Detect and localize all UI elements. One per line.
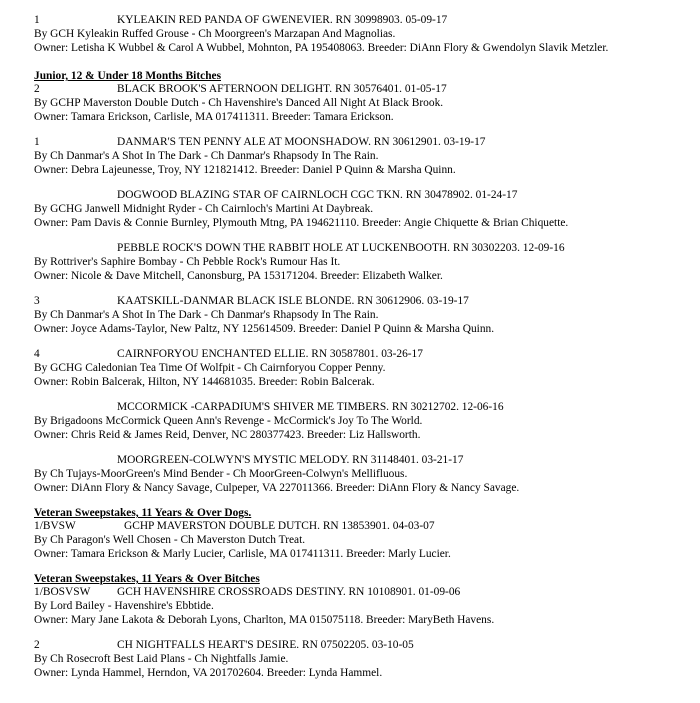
- entry-title: DOGWOOD BLAZING STAR OF CAIRNLOCH CGC TKN. RN 30478902. 01-24-17: [117, 189, 518, 201]
- class-heading: Veteran Sweepstakes, 11 Years & Over Bitches: [34, 573, 260, 585]
- entry-title: GCHP MAVERSTON DOUBLE DUTCH. RN 13853901. 04-03-07: [124, 520, 435, 532]
- entry-owner: Owner: Tamara Erickson & Marly Lucier, Carlisle, MA 017411311. Breeder: Marly Lucier.: [34, 548, 451, 560]
- entry-place: 1: [34, 14, 40, 26]
- entry-place: 2: [34, 639, 40, 651]
- entry-sire-dam: By Ch Tujays-MoorGreen's Mind Bender - Ch MoorGreen-Colwyn's Mellifluous.: [34, 468, 408, 480]
- entry-sire-dam: By GCHP Maverston Double Dutch - Ch Havenshire's Danced All Night At Black Brook.: [34, 97, 444, 109]
- entry-title: KAATSKILL-DANMAR BLACK ISLE BLONDE. RN 30612906. 03-19-17: [117, 295, 469, 307]
- entry-sire-dam: By Rottriver's Saphire Bombay - Ch Pebble Rock's Rumour Has It.: [34, 256, 341, 268]
- entry-owner: Owner: DiAnn Flory & Nancy Savage, Culpeper, VA 227011366. Breeder: DiAnn Flory & Nancy Savage.: [34, 482, 520, 494]
- entry-owner: Owner: Debra Lajeunesse, Troy, NY 121821412. Breeder: Daniel P Quinn & Marsha Quinn.: [34, 164, 456, 176]
- entry-sire-dam: By Ch Paragon's Well Chosen - Ch Maverston Dutch Treat.: [34, 534, 306, 546]
- entry-owner: Owner: Nicole & Dave Mitchell, Canonsburg, PA 153171204. Breeder: Elizabeth Walker.: [34, 270, 443, 282]
- entry-title: PEBBLE ROCK'S DOWN THE RABBIT HOLE AT LUCKENBOOTH. RN 30302203. 12-09-16: [117, 242, 565, 254]
- entry-place: 1/BOSVSW: [34, 586, 91, 598]
- entry-title: BLACK BROOK'S AFTERNOON DELIGHT. RN 30576401. 01-05-17: [117, 83, 447, 95]
- entry-title: CAIRNFORYOU ENCHANTED ELLIE. RN 30587801. 03-26-17: [117, 348, 423, 360]
- entry-sire-dam: By GCHG Janwell Midnight Ryder - Ch Cairnloch's Martini At Daybreak.: [34, 203, 374, 215]
- entry-sire-dam: By GCH Kyleakin Ruffed Grouse - Ch Moorgreen's Marzapan And Magnolias.: [34, 28, 396, 40]
- entry-sire-dam: By Ch Danmar's A Shot In The Dark - Ch Danmar's Rhapsody In The Rain.: [34, 150, 379, 162]
- entry-owner: Owner: Joyce Adams-Taylor, New Paltz, NY 125614509. Breeder: Daniel P Quinn & Marsha Quinn.: [34, 323, 495, 335]
- entry-title: KYLEAKIN RED PANDA OF GWENEVIER. RN 30998903. 05-09-17: [117, 14, 448, 26]
- entry-sire-dam: By Ch Danmar's A Shot In The Dark - Ch Danmar's Rhapsody In The Rain.: [34, 309, 379, 321]
- class-heading: Veteran Sweepstakes, 11 Years & Over Dogs.: [34, 507, 252, 519]
- entry-owner: Owner: Robin Balcerak, Hilton, NY 144681035. Breeder: Robin Balcerak.: [34, 376, 375, 388]
- entry-owner: Owner: Mary Jane Lakota & Deborah Lyons, Charlton, MA 015075118. Breeder: MaryBeth Havens.: [34, 614, 495, 626]
- entry-owner: Owner: Lynda Hammel, Herndon, VA 201702604. Breeder: Lynda Hammel.: [34, 667, 383, 679]
- entry-place: 1: [34, 136, 40, 148]
- entry-sire-dam: By Ch Rosecroft Best Laid Plans - Ch Nightfalls Jamie.: [34, 653, 289, 665]
- entry-owner: Owner: Tamara Erickson, Carlisle, MA 017411311. Breeder: Tamara Erickson.: [34, 111, 394, 123]
- class-heading: Junior, 12 & Under 18 Months Bitches: [34, 70, 222, 82]
- entry-sire-dam: By GCHG Caledonian Tea Time Of Wolfpit - Ch Cairnforyou Copper Penny.: [34, 362, 386, 374]
- entry-title: CH NIGHTFALLS HEART'S DESIRE. RN 07502205. 03-10-05: [117, 639, 414, 651]
- entry-place: 4: [34, 348, 40, 360]
- entry-place: 3: [34, 295, 40, 307]
- entry-title: GCH HAVENSHIRE CROSSROADS DESTINY. RN 10108901. 01-09-06: [117, 586, 461, 598]
- entry-place: 1/BVSW: [34, 520, 76, 532]
- entry-title: DANMAR'S TEN PENNY ALE AT MOONSHADOW. RN 30612901. 03-19-17: [117, 136, 486, 148]
- entry-title: MOORGREEN-COLWYN'S MYSTIC MELODY. RN 31148401. 03-21-17: [117, 454, 464, 466]
- entry-owner: Owner: Letisha K Wubbel & Carol A Wubbel, Mohnton, PA 195408063. Breeder: DiAnn Flory & Gwendolyn Slavik Metzler.: [34, 42, 609, 54]
- entry-place: 2: [34, 83, 40, 95]
- entry-title: MCCORMICK -CARPADIUM'S SHIVER ME TIMBERS. RN 30212702. 12-06-16: [117, 401, 504, 413]
- entry-owner: Owner: Pam Davis & Connie Burnley, Plymouth Mtng, PA 194621110. Breeder: Angie Chiquette & Brian Chiquette.: [34, 217, 569, 229]
- entry-sire-dam: By Lord Bailey - Havenshire's Ebbtide.: [34, 600, 214, 612]
- entry-sire-dam: By Brigadoons McCormick Queen Ann's Revenge - McCormick's Joy To The World.: [34, 415, 423, 427]
- entry-owner: Owner: Chris Reid & James Reid, Denver, NC 280377423. Breeder: Liz Hallsworth.: [34, 429, 421, 441]
